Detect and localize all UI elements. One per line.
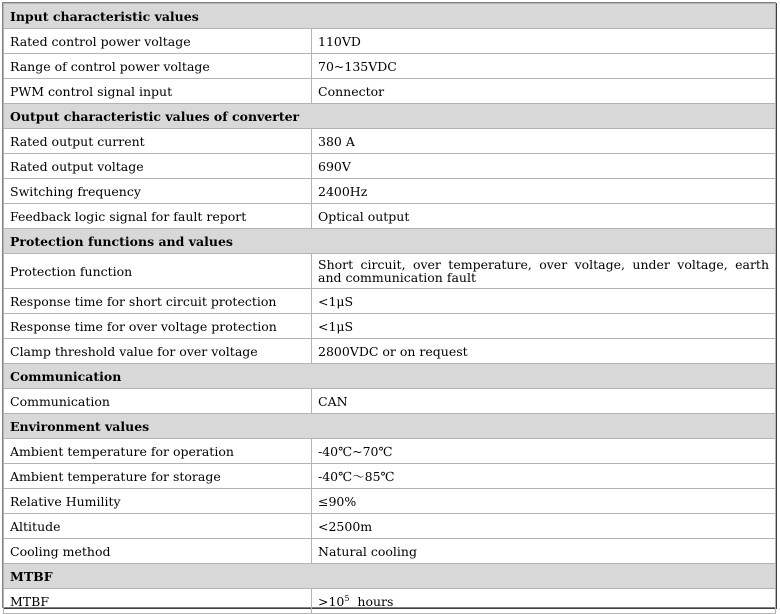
section-title: Communication — [4, 364, 776, 389]
spec-table-container — [2, 2, 776, 608]
section-title: Protection functions and values — [4, 229, 776, 254]
section-header-row — [4, 4, 776, 29]
row-value: <2500m — [312, 514, 776, 539]
mtbf-value-prefix: >10 — [318, 593, 345, 609]
section-header-row — [4, 364, 776, 389]
section-title: Environment values — [4, 414, 776, 439]
row-label: Range of control power voltage — [4, 54, 312, 79]
row-value: -40℃～85℃ — [312, 464, 776, 489]
row-value: Natural cooling — [312, 539, 776, 564]
row-label: Response time for over voltage protection — [4, 314, 312, 339]
row-value: ≤90% — [312, 489, 776, 514]
row-value: Connector — [312, 79, 776, 104]
row-label: Altitude — [4, 514, 312, 539]
row-value: CAN — [312, 389, 776, 414]
row-value: <1μS — [312, 289, 776, 314]
table-row — [4, 514, 776, 539]
row-label: MTBF — [4, 589, 312, 614]
row-label: Cooling method — [4, 539, 312, 564]
row-value: Optical output — [312, 204, 776, 229]
row-label: Rated control power voltage — [4, 29, 312, 54]
table-row — [4, 79, 776, 104]
section-title: Output characteristic values of converter — [4, 104, 776, 129]
section-header-row — [4, 104, 776, 129]
section-header-row — [4, 564, 776, 589]
row-value: 2800VDC or on request — [312, 339, 776, 364]
table-row — [4, 339, 776, 364]
row-label: Rated output current — [4, 129, 312, 154]
table-row — [4, 539, 776, 564]
table-row — [4, 254, 776, 289]
section-header-row — [4, 229, 776, 254]
row-label: Communication — [4, 389, 312, 414]
row-label: Response time for short circuit protection — [4, 289, 312, 314]
table-row — [4, 204, 776, 229]
row-label: Protection function — [4, 254, 312, 289]
table-row — [4, 54, 776, 79]
spec-table — [3, 3, 776, 614]
table-row — [4, 289, 776, 314]
section-title: Input characteristic values — [4, 4, 776, 29]
row-value: 690V — [312, 154, 776, 179]
row-value: 70~135VDC — [312, 54, 776, 79]
mtbf-value-exponent: 5 — [344, 593, 350, 603]
table-row — [4, 489, 776, 514]
row-label: Switching frequency — [4, 179, 312, 204]
mtbf-value-suffix: hours — [349, 593, 394, 609]
table-row — [4, 154, 776, 179]
table-row — [4, 314, 776, 339]
row-value: 110VD — [312, 29, 776, 54]
row-label: Ambient temperature for operation — [4, 439, 312, 464]
table-row — [4, 464, 776, 489]
row-value: <1μS — [312, 314, 776, 339]
row-value — [312, 589, 776, 614]
table-row — [4, 129, 776, 154]
row-label: PWM control signal input — [4, 79, 312, 104]
row-value: -40℃~70℃ — [312, 439, 776, 464]
table-row — [4, 179, 776, 204]
row-label: Relative Humility — [4, 489, 312, 514]
row-label: Rated output voltage — [4, 154, 312, 179]
row-label: Ambient temperature for storage — [4, 464, 312, 489]
row-value: 2400Hz — [312, 179, 776, 204]
table-row — [4, 439, 776, 464]
row-value: 380 A — [312, 129, 776, 154]
row-label: Feedback logic signal for fault report — [4, 204, 312, 229]
table-row — [4, 389, 776, 414]
table-row — [4, 29, 776, 54]
row-value: Short circuit, over temperature, over voltage, under voltage, earth and communication fault — [312, 254, 776, 289]
table-row — [4, 589, 776, 614]
row-label: Clamp threshold value for over voltage — [4, 339, 312, 364]
section-header-row — [4, 414, 776, 439]
section-title: MTBF — [4, 564, 776, 589]
